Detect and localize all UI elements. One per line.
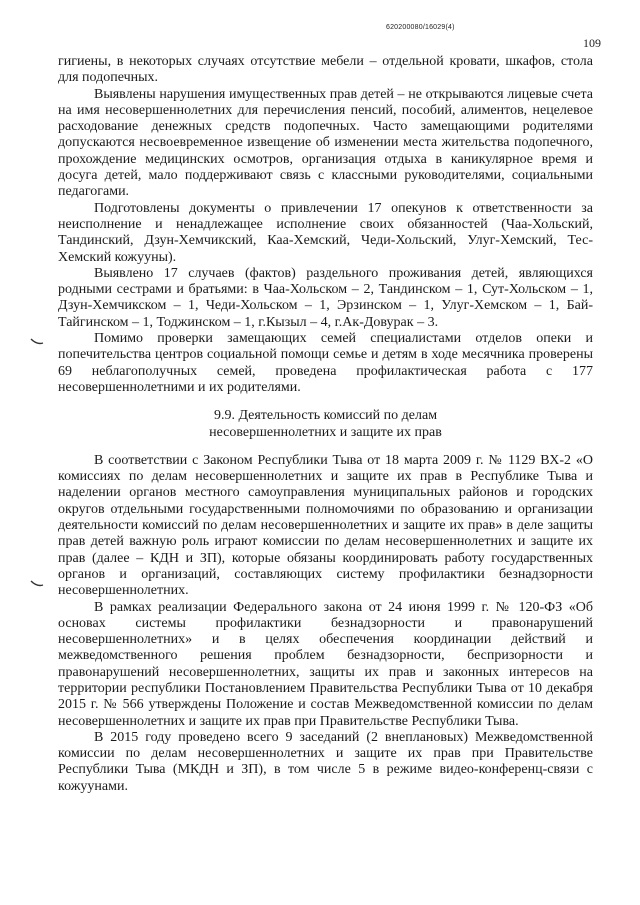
paragraph: Подготовлены документы о привлечении 17 опекунов к ответственности за неисполнение и ненадлежащее исполнение своих обязанностей (Чаа-Хольский, Тандинский, Дзун-Хемчикский, Каа-Хемский, Чеди-Хольский, Улуг-Хемский, Тес-Хемский кожууны). bbox=[58, 200, 593, 265]
document-body bbox=[58, 54, 593, 795]
section-heading bbox=[58, 408, 593, 441]
paragraph: Помимо проверки замещающих семей специалистами отделов опеки и попечительства центров социальной помощи семье и детям в ходе месячника проверены 69 неблагополучных семей, проведена профилактическая работа с 177 несовершеннолетними и их родителями. bbox=[58, 331, 593, 395]
paragraph: В 2015 году проведено всего 9 заседаний (2 внеплановых) Межведомственной комиссии по делам несовершеннолетних и защите их прав при Правительстве Республики Тыва (МКДН и ЗП), в том числе 5 в режиме видео-конференц-связи с кожуунами. bbox=[58, 729, 593, 794]
pen-mark-icon bbox=[30, 580, 44, 588]
paragraph: гигиены, в некоторых случаях отсутствие мебели – отдельной кровати, шкафов, стола для подопечных. bbox=[58, 54, 593, 86]
document-code: 620200080/16029(4) bbox=[386, 24, 455, 31]
section-heading-line: несовершеннолетних и защите их прав bbox=[209, 424, 442, 440]
page-number: 109 bbox=[583, 36, 601, 50]
paragraph: Выявлены нарушения имущественных прав детей – не открываются лицевые счета на имя несовершеннолетних для перечисления пенсий, пособий, алиментов, нецелевое расходование денежных средств подопечных. Часто замещающими родителями допускаются несвоевременное извещение об изменении места жительства подопечного, прохождение медицинских осмотров, организация отдыха в каникулярное время и досуга детей, мало поддерживают связь с классными руководителями, социальными педагогами. bbox=[58, 86, 593, 200]
section-heading-line: 9.9. Деятельность комиссий по делам bbox=[213, 408, 438, 424]
paragraph: Выявлено 17 случаев (фактов) раздельного проживания детей, являющихся родными сестрами и братьями: в Чаа-Хольском – 2, Тандинском – 1, Сут-Хольском – 1, Дзун-Хемчикском – 1, Чеди-Хольском – 1, Эрзинском – 1, Улуг-Хемском – 1, Бай-Тайгинском – 1, Тоджинском – 1, г.Кызыл – 4, г.Ак-Довурак – 3. bbox=[58, 265, 593, 330]
pen-mark-icon bbox=[30, 338, 44, 346]
paragraph: В рамках реализации Федерального закона от 24 июня 1999 г. № 120-ФЗ «Об основах системы профилактики безнадзорности и правонарушений несовершеннолетних» и в целях обеспечения координации действий и межведомственного решения проблем безнадзорности, беспризорности и правонарушений несовершеннолетних, защиты их прав и законных интересов на территории республики Постановлением Правительства Республики Тыва от 10 декабря 2015 г. № 566 утверждены Положение и состав Межведомственной комиссии по делам несовершеннолетних и защите их прав при Правительстве Республики Тыва. bbox=[58, 599, 593, 729]
paragraph: В соответствии с Законом Республики Тыва от 18 марта 2009 г. № 1129 ВХ-2 «О комиссиях по делам несовершеннолетних и защите их прав в Республике Тыва и наделении органов местного самоуправления муниципальных районов и городских округов отдельными государственными полномочиями по образованию и организации деятельности комиссий по делам несовершеннолетних и защите их прав» в деле защиты прав детей важную роль играют комиссии по делам несовершеннолетних и защите их прав (далее – КДН и ЗП), которые обязаны координировать работу государственных органов и организаций, составляющих систему профилактики безнадзорности несовершеннолетних. bbox=[58, 452, 593, 599]
